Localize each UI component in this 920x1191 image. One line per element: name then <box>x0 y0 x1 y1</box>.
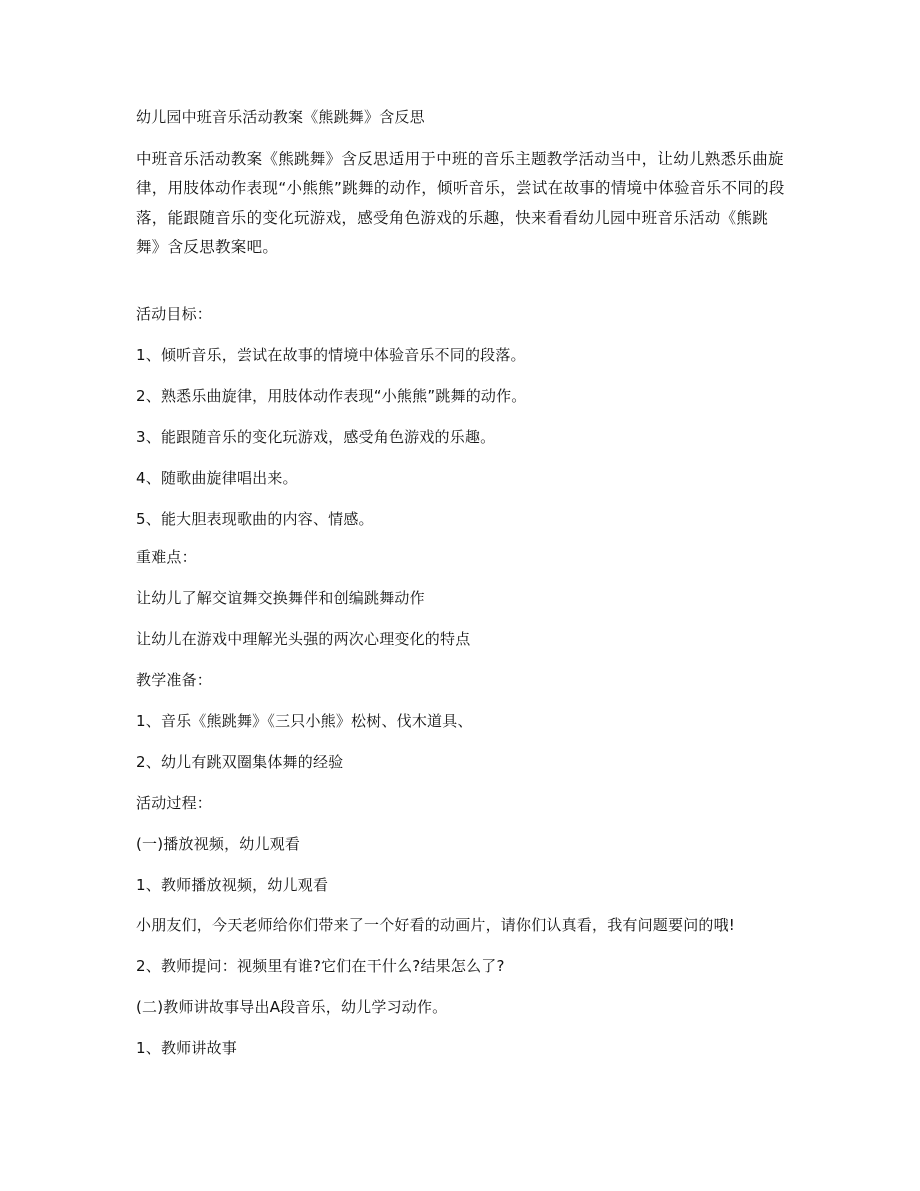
list-item: 3、能跟随音乐的变化玩游戏，感受角色游戏的乐趣。 <box>136 428 496 446</box>
list-item: 2、幼儿有跳双圈集体舞的经验 <box>136 753 344 771</box>
document-title: 幼儿园中班音乐活动教案《熊跳舞》含反思 <box>136 108 425 126</box>
section-heading-key-points: 重难点： <box>136 548 197 566</box>
list-item: 2、熟悉乐曲旋律，用肢体动作表现“小熊熊”跳舞的动作。 <box>136 387 527 405</box>
section-heading-preparation: 教学准备： <box>136 671 213 689</box>
list-item: 1、教师播放视频，幼儿观看 <box>136 876 329 894</box>
list-item: 让幼儿了解交谊舞交换舞伴和创编跳舞动作 <box>136 589 425 607</box>
body-text-line: 小朋友们，今天老师给你们带来了一个好看的动画片，请你们认真看，我有问题要问的哦! <box>136 916 736 934</box>
list-item: 2、教师提问：视频里有谁?它们在干什么?结果怎么了? <box>136 957 505 975</box>
section-heading-objectives: 活动目标： <box>136 305 213 323</box>
section-heading-process: 活动过程： <box>136 794 213 812</box>
list-item: 1、教师讲故事 <box>136 1039 237 1057</box>
list-item: 1、音乐《熊跳舞》《三只小熊》松树、伐木道具、 <box>136 712 473 730</box>
list-item: 5、能大胆表现歌曲的内容、情感。 <box>136 510 374 528</box>
list-item: 1、倾听音乐，尝试在故事的情境中体验音乐不同的段落。 <box>136 346 526 364</box>
list-item: 4、随歌曲旋律唱出来。 <box>136 469 298 487</box>
intro-paragraph: 中班音乐活动教案《熊跳舞》含反思适用于中班的音乐主题教学活动当中，让幼儿熟悉乐曲旋律，用肢体动作表现“小熊熊”跳舞的动作，倾听音乐，尝试在故事的情境中体验音乐不同的段落，能跟随音乐的变化玩游戏，感受角色游戏的乐趣，快来看看幼儿园中班音乐活动《熊跳舞》含反思教案吧。 <box>136 150 785 256</box>
list-item: 让幼儿在游戏中理解光头强的两次心理变化的特点 <box>136 630 471 648</box>
sub-heading: (二)教师讲故事导出A段音乐，幼儿学习动作。 <box>136 998 448 1016</box>
sub-heading: (一)播放视频，幼儿观看 <box>136 835 301 853</box>
